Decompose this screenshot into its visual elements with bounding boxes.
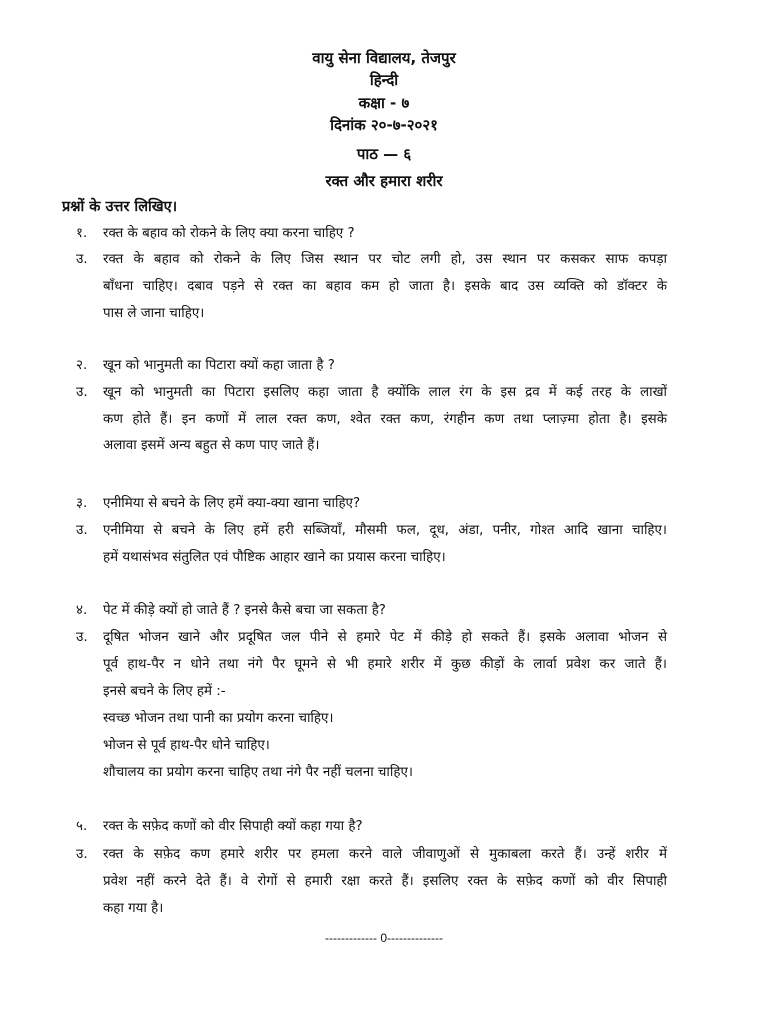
answer-line: खून को भानुमती का पिटारा इसलिए कहा जाता है क्योंकि लाल रंग के इस द्रव में कई तरह के लाखों [103,385,667,400]
school-name: वायु सेना विद्यालय, तेजपुर [312,49,456,67]
question-text: रक्त के बहाव को रोकने के लिए क्या करना चाहिए ? [103,226,355,241]
answer-line: रक्त के बहाव को रोकने के लिए जिस स्थान पर चोट लगी हो, उस स्थान पर कसकर साफ कपड़ा [103,252,667,267]
answer-line: कण होते हैं। इन कणों में लाल रक्त कण, श्वेत रक्त कण, रंगहीन कण तथा प्लाज़्मा होता है। इसके [103,412,667,427]
question-number: २. [76,358,88,373]
answer-line: हमें यथासंभव संतुलित एवं पौष्टिक आहार खाने का प्रयास करना चाहिए। [103,550,446,565]
answer-line: एनीमिया से बचने के लिए हमें हरी सब्जियाँ, मौसमी फल, दूध, अंडा, पनीर, गोश्त आदि खाना चाहिए। [103,523,667,538]
answer-line: स्वच्छ भोजन तथा पानी का प्रयोग करना चाहिए। [103,711,334,726]
end-marker: ------------- 0-------------- [325,931,443,945]
chapter-title: रक्त और हमारा शरीर [325,172,443,190]
answer-line: पास ले जाना चाहिए। [103,306,205,321]
answer-label: उ. [76,847,88,862]
answer-label: उ. [76,252,88,267]
answer-line: इनसे बचने के लिए हमें :- [103,684,226,699]
lesson-number: पाठ — ६ [356,145,412,163]
answer-line: कहा गया है। [103,901,164,916]
question-text: एनीमिया से बचने के लिए हमें क्या-क्या खाना चाहिए? [103,496,361,511]
answer-line: शौचालय का प्रयोग करना चाहिए तथा नंगे पैर नहीं चलना चाहिए। [103,765,413,780]
date-label: दिनांक २०-७-२०२१ [330,116,438,134]
answer-line: भोजन से पूर्व हाथ-पैर धोने चाहिए। [103,738,270,753]
question-text: पेट में कीड़े क्यों हो जाते हैं ? इनसे कैसे बचा जा सकता है? [103,603,386,618]
question-text: खून को भानुमती का पिटारा क्यों कहा जाता है ? [103,358,335,373]
question-number: ४. [76,603,88,618]
answer-label: उ. [76,523,88,538]
question-number: ३. [76,496,88,511]
answer-line: रक्त के सफ़ेद कण हमारे शरीर पर हमला करने वाले जीवाणुओं से मुकाबला करते हैं। उन्हें शरीर में [103,847,667,862]
answer-line: प्रवेश नहीं करने देते हैं। वे रोगों से हमारी रक्षा करते हैं। इसलिए रक्त के सफ़ेद कणों को वीर सिपाही [103,874,667,889]
answer-line: बाँधना चाहिए। दबाव पड़ने से रक्त का बहाव कम हो जाता है। इसके बाद उस व्यक्ति को डॉक्टर के [103,279,667,294]
answer-line: पूर्व हाथ-पैर न धोने तथा नंगे पैर घूमने से भी हमारे शरीर में कुछ कीड़ों के लार्वा प्रवेश कर जाते हैं। [103,657,667,672]
instruction-heading: प्रश्नों के उत्तर लिखिए। [62,199,178,215]
answer-label: उ. [76,385,88,400]
answer-label: उ. [76,630,88,645]
question-number: ५. [76,819,88,834]
class-label: कक्षा - ७ [358,94,410,112]
answer-line: अलावा इसमें अन्य बहुत से कण पाए जाते हैं। [103,438,320,453]
question-number: १. [76,226,88,241]
question-text: रक्त के सफ़ेद कणों को वीर सिपाही क्यों कहा गया है? [103,819,363,834]
subject-title: हिन्दी [369,71,399,89]
answer-line: दूषित भोजन खाने और प्रदूषित जल पीने से हमारे पेट में कीड़े हो सकते हैं। इसके अलावा भोजन से [103,630,667,645]
